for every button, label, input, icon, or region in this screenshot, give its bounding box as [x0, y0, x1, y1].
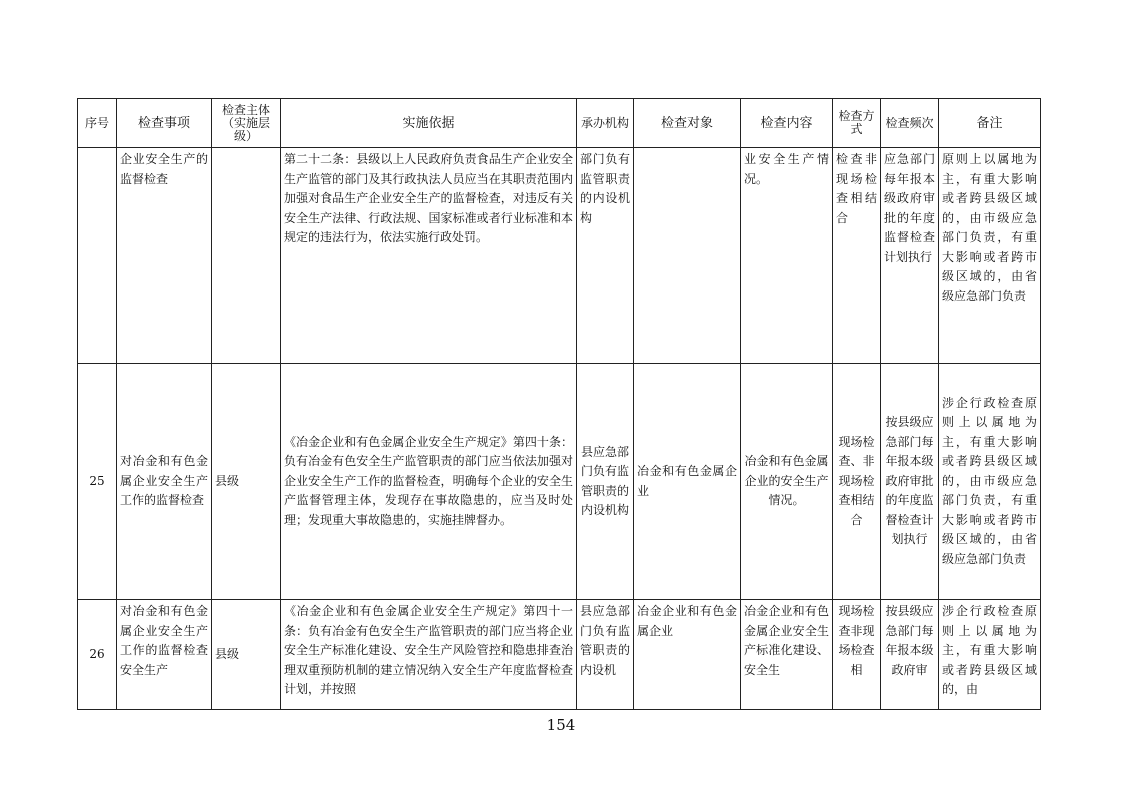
header-note: 备注: [939, 99, 1041, 148]
table-row: [78, 600, 1041, 710]
cell-no: 25: [78, 364, 117, 600]
cell-method: 现场检查、非现场检查相结合: [833, 364, 881, 600]
cell-freq: 按县级应急部门每年报本级政府审: [881, 600, 939, 710]
cell-freq: 应急部门每年报本级政府审批的年度监督检查计划执行: [881, 148, 939, 364]
cell-method: 现场检查非现场检查相: [833, 600, 881, 710]
cell-item: 对冶金和有色金属企业安全生产工作的监督检查: [117, 364, 212, 600]
cell-content: 业安全生产情况。: [741, 148, 833, 364]
header-basis: 实施依据: [281, 99, 577, 148]
cell-target: [634, 148, 741, 364]
cell-basis: 《冶金企业和有色金属企业安全生产规定》第四十条：负有冶金有色安全生产监管职责的部门应当依法加强对企业安全生产工作的监督检查，明确每个企业的安全生产监督管理主体，发现存在事故隐患的，应当及时处理；发现重大事故隐患的，实施挂牌督办。: [281, 364, 577, 600]
header-item: 检查事项: [117, 99, 212, 148]
table-row: [78, 148, 1041, 364]
cell-note: 涉企行政检查原则上以属地为主，有重大影响或者跨县级区域的，由: [939, 600, 1041, 710]
header-freq: 检查频次: [881, 99, 939, 148]
cell-basis: 《冶金企业和有色金属企业安全生产规定》第四十一条：负有冶金有色安全生产监管职责的部门应当将企业安全生产标准化建设、安全生产风险管控和隐患排查治理双重预防机制的建立情况纳入安全生产年度监督检查计划，并按照: [281, 600, 577, 710]
cell-method: 检查非现场检查相结合: [833, 148, 881, 364]
page-number: 154: [546, 716, 576, 734]
cell-org: 县应急部门负有监管职责的内设机: [577, 600, 634, 710]
header-target: 检查对象: [634, 99, 741, 148]
cell-item: 对冶金和有色金属企业安全生产工作的监督检查安全生产: [117, 600, 212, 710]
cell-org: 部门负有监管职责的内设机构: [577, 148, 634, 364]
cell-target: 冶金和有色金属企业: [634, 364, 741, 600]
cell-org: 县应急部门负有监管职责的内设机构: [577, 364, 634, 600]
cell-subject: [212, 148, 281, 364]
cell-content: 冶金和有色金属企业的安全生产情况。: [741, 364, 833, 600]
cell-no: [78, 148, 117, 364]
cell-target: 冶金企业和有色金属企业: [634, 600, 741, 710]
cell-freq: 按县级应急部门每年报本级政府审批的年度监督检查计划执行: [881, 364, 939, 600]
cell-content: 冶金企业和有色金属企业安全生产标准化建设、安全生: [741, 600, 833, 710]
cell-note: 涉企行政检查原则上以属地为主，有重大影响或者跨县级区域的，由市级应急部门负责，有重大影响或者跨市级区域的，由省级应急部门负责: [939, 364, 1041, 600]
cell-item: 企业安全生产的监督检查: [117, 148, 212, 364]
header-subject: 检查主体（实施层级）: [212, 99, 281, 148]
header-no: 序号: [78, 99, 117, 148]
inspection-table: [77, 98, 1041, 710]
header-method: 检查方式: [833, 99, 881, 148]
cell-subject: 县级: [212, 600, 281, 710]
table-row: [78, 364, 1041, 600]
header-org: 承办机构: [577, 99, 634, 148]
cell-no: 26: [78, 600, 117, 710]
cell-note: 原则上以属地为主，有重大影响或者跨县级区域的，由市级应急部门负责，有重大影响或者跨市级区域的，由省级应急部门负责: [939, 148, 1041, 364]
cell-subject: 县级: [212, 364, 281, 600]
header-content: 检查内容: [741, 99, 833, 148]
table-header-row: [78, 99, 1041, 148]
cell-basis: 第二十二条：县级以上人民政府负责食品生产企业安全生产监管的部门及其行政执法人员应当在其职责范围内加强对食品生产企业安全生产的监督检查，对违反有关安全生产法律、行政法规、国家标准或者行业标准和本规定的违法行为，依法实施行政处罚。: [281, 148, 577, 364]
